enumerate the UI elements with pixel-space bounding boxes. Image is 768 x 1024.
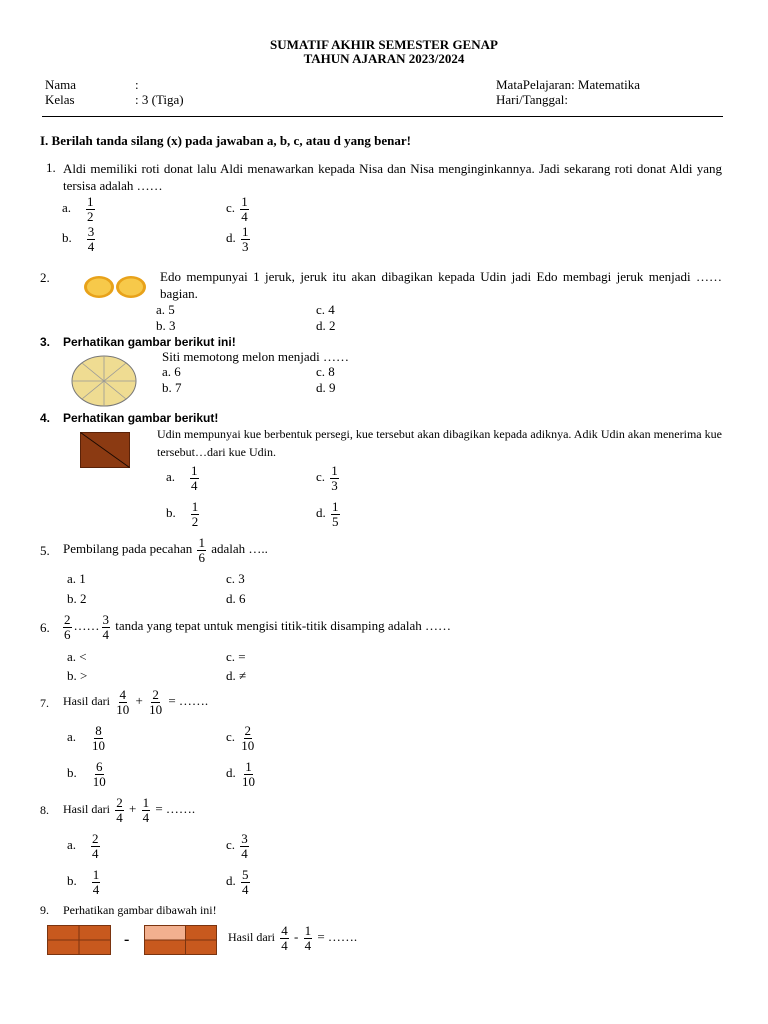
q2-option-a[interactable]: a. 5 — [156, 302, 175, 317]
melon-image — [71, 355, 137, 407]
q8-number: 8. — [40, 803, 49, 817]
fraction: $\frac{8}{10}$ — [92, 723, 106, 753]
q1-option-a[interactable]: a. $\frac{1}{2}$ — [62, 194, 94, 224]
q6-option-a[interactable]: a. < — [67, 649, 87, 664]
orange-halves-image — [83, 273, 149, 301]
q5-option-a[interactable]: a. 1 — [67, 571, 86, 586]
q9-expression: Hasil dari $\frac{4}{4}$ - $\frac{1}{4}$ = ……. — [228, 923, 358, 953]
fraction: $\frac{6}{10}$ — [92, 759, 106, 789]
q2-option-b[interactable]: b. 3 — [156, 318, 176, 333]
q1-option-b[interactable]: b. $\frac{3}{4}$ — [62, 224, 95, 254]
q8-option-c[interactable]: c. $\frac{3}{4}$ — [226, 831, 248, 861]
fraction: $\frac{1}{4}$ — [241, 194, 248, 224]
fraction: $\frac{1}{3}$ — [331, 463, 338, 493]
q3-text: Siti memotong melon menjadi …… — [162, 349, 350, 364]
fraction: $\frac{1}{6}$ — [198, 535, 205, 565]
q1-option-c[interactable]: c. $\frac{1}{4}$ — [226, 194, 248, 224]
q1-option-d[interactable]: d. $\frac{1}{3}$ — [226, 224, 249, 254]
q7-expression: Hasil dari $\frac{4}{10}$ + $\frac{2}{10}$ = ……. — [63, 687, 209, 717]
q4-text: Udin mempunyai kue berbentuk persegi, kue tersebut akan dibagikan kepada adiknya. Adik Udin akan menerima kue tersebut…dari kue Udin. — [157, 427, 722, 459]
fraction: $\frac{4}{4}$ — [281, 923, 288, 953]
hari-tanggal: Hari/Tanggal: — [496, 92, 569, 107]
fraction: $\frac{1}{4}$ — [142, 795, 150, 825]
q7-option-b[interactable]: b. $\frac{6}{10}$ — [67, 759, 106, 789]
q8-expression: Hasil dari $\frac{2}{4}$ + $\frac{1}{4}$ = ……. — [63, 795, 196, 825]
q7-option-d[interactable]: d. $\frac{1}{10}$ — [226, 759, 255, 789]
q5-number: 5. — [40, 543, 50, 558]
q4-number: 4. — [40, 411, 51, 425]
q3-option-a[interactable]: a. 6 — [162, 364, 181, 379]
q6-number: 6. — [40, 620, 50, 635]
q3-number: 3. — [40, 335, 51, 349]
q5-option-d[interactable]: d. 6 — [226, 591, 246, 606]
q8-option-d[interactable]: d. $\frac{5}{4}$ — [226, 867, 249, 897]
fraction: $\frac{4}{10}$ — [116, 687, 130, 717]
q7-option-a[interactable]: a. $\frac{8}{10}$ — [67, 723, 106, 753]
fraction: $\frac{1}{2}$ — [191, 499, 199, 529]
kelas-label: Kelas — [45, 92, 75, 107]
fraction: $\frac{5}{4}$ — [242, 867, 249, 897]
fraction: $\frac{2}{4}$ — [116, 795, 123, 825]
fraction: $\frac{1}{4}$ — [191, 463, 198, 493]
q4-heading: Perhatikan gambar berikut! — [63, 411, 219, 425]
fraction: $\frac{1}{3}$ — [242, 224, 249, 254]
nama-value: : — [135, 77, 139, 92]
q9-minus-sign: - — [124, 931, 130, 948]
q7-option-c[interactable]: c. $\frac{2}{10}$ — [226, 723, 255, 753]
fraction: $\frac{2}{10}$ — [241, 723, 255, 753]
fraction: $\frac{1}{4}$ — [92, 867, 100, 897]
q8-option-b[interactable]: b. $\frac{1}{4}$ — [67, 867, 100, 897]
q3-option-c[interactable]: c. 8 — [316, 364, 335, 379]
q2-text: Edo mempunyai 1 jeruk, jeruk itu akan dibagikan kepada Udin jadi Edo membagi jeruk menjadi ……bagian. — [160, 269, 722, 301]
q9-number: 9. — [40, 903, 49, 917]
q3-heading: Perhatikan gambar berikut ini! — [63, 335, 236, 349]
q5-option-c[interactable]: c. 3 — [226, 571, 245, 586]
q6-option-c[interactable]: c. = — [226, 649, 246, 664]
exam-title: SUMATIF AKHIR SEMESTER GENAP — [270, 37, 498, 52]
q4-option-c[interactable]: c. $\frac{1}{3}$ — [316, 463, 338, 493]
q3-option-d[interactable]: d. 9 — [316, 380, 336, 395]
fraction: $\frac{2}{4}$ — [92, 831, 99, 861]
q6-option-b[interactable]: b. > — [67, 668, 88, 683]
bricks-partial-image — [144, 925, 218, 955]
q1-number: 1. — [46, 160, 56, 175]
q5-option-b[interactable]: b. 2 — [67, 591, 87, 606]
q9-heading: Perhatikan gambar dibawah ini! — [63, 903, 217, 917]
header-divider — [42, 116, 723, 117]
fraction: $\frac{1}{10}$ — [242, 759, 255, 789]
q4-option-d[interactable]: d. $\frac{1}{5}$ — [316, 499, 339, 529]
q6-option-d[interactable]: d. ≠ — [226, 668, 247, 683]
fraction: $\frac{3}{4}$ — [241, 831, 248, 861]
mata-pelajaran: MataPelajaran: Matematika — [496, 77, 641, 92]
q2-option-c[interactable]: c. 4 — [316, 302, 335, 317]
fraction: $\frac{2}{10}$ — [149, 687, 163, 717]
exam-year: TAHUN AJARAN 2023/2024 — [303, 51, 465, 66]
q2-option-d[interactable]: d. 2 — [316, 318, 336, 333]
fraction: $\frac{3}{4}$ — [102, 612, 109, 642]
q7-number: 7. — [40, 696, 49, 710]
square-cake-image — [80, 432, 130, 468]
fraction: $\frac{1}{4}$ — [304, 923, 312, 953]
section-instruction: I. Berilah tanda silang (x) pada jawaban a, b, c, atau d yang benar! — [40, 133, 411, 148]
fraction: $\frac{2}{6}$ — [64, 612, 71, 642]
fraction: $\frac{3}{4}$ — [87, 224, 95, 254]
q3-option-b[interactable]: b. 7 — [162, 380, 182, 395]
fraction: $\frac{1}{2}$ — [87, 194, 94, 224]
nama-label: Nama — [45, 77, 77, 92]
q4-option-b[interactable]: b. $\frac{1}{2}$ — [166, 499, 199, 529]
q6-text: $\frac{2}{6}$ …… $\frac{3}{4}$ tanda yang tepat untuk mengisi titik-titik disamping adalah …… — [64, 612, 452, 642]
kelas-value: : 3 (Tiga) — [135, 92, 184, 107]
bricks-whole-image — [47, 925, 111, 955]
q4-option-a[interactable]: a. $\frac{1}{4}$ — [166, 463, 198, 493]
q1-text: Aldi memiliki roti donat lalu Aldi menawarkan kepada Nisa dan Nisa menginginkannya. Jadi sekarang roti donat Aldi yang tersisa adalah …… — [63, 161, 722, 193]
q5-text: Pembilang pada pecahan $\frac{1}{6}$ adalah ….. — [63, 535, 268, 565]
q2-number: 2. — [40, 270, 50, 285]
fraction: $\frac{1}{5}$ — [332, 499, 339, 529]
q8-option-a[interactable]: a. $\frac{2}{4}$ — [67, 831, 99, 861]
